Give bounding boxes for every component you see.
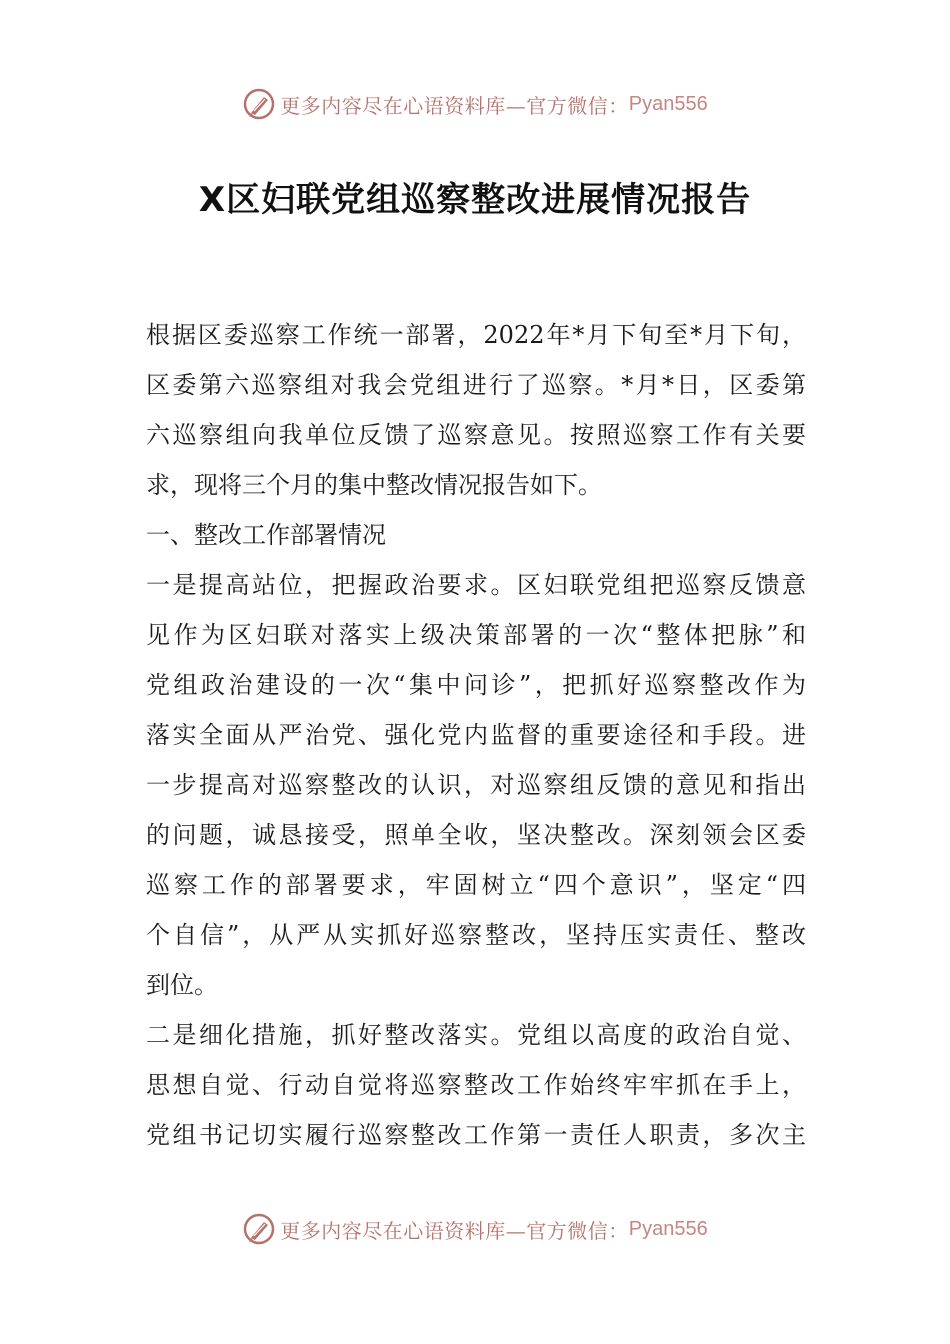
document-title: X区妇联党组巡察整改进展情况报告 [198, 180, 752, 220]
body-line: 党组政治建设的一次“集中问诊”，把抓好巡察整改作为 [146, 671, 806, 699]
body-line: 思想自觉、行动自觉将巡察整改工作始终牢牢抓在手上， [146, 1071, 806, 1099]
body-line: 求，现将三个月的集中整改情况报告如下。 [146, 471, 602, 499]
body-line: 巡察工作的部署要求，牢固树立“四个意识”，坚定“四 [146, 871, 806, 899]
watermark-text: 更多内容尽在心语资料库—官方微信： [280, 93, 629, 118]
section-heading: 一、整改工作部署情况 [146, 521, 386, 549]
watermark-contact: Pyan556 [628, 92, 708, 115]
watermark-text: 更多内容尽在心语资料库—官方微信： [280, 1218, 629, 1243]
pen-nib-logo-icon [242, 1212, 276, 1246]
body-line: 党组书记切实履行巡察整改工作第一责任人职责，多次主 [146, 1121, 806, 1149]
body-line: 一是提高站位，把握政治要求。区妇联党组把巡察反馈意 [146, 571, 806, 599]
pen-nib-logo-icon [242, 87, 276, 121]
watermark-banner-bottom [0, 1209, 950, 1249]
body-line: 的问题，诚恳接受，照单全收，坚决整改。深刻领会区委 [146, 821, 806, 849]
body-line: 个自信”，从严从实抓好巡察整改，坚持压实责任、整改 [146, 921, 806, 949]
body-line: 一步提高对巡察整改的认识，对巡察组反馈的意见和指出 [146, 771, 806, 799]
document-body [146, 310, 806, 1160]
body-line: 落实全面从严治党、强化党内监督的重要途径和手段。进 [146, 721, 806, 749]
watermark-banner-top [0, 84, 950, 124]
body-line: 到位。 [146, 971, 218, 999]
body-line: 见作为区妇联对落实上级决策部署的一次“整体把脉”和 [146, 621, 806, 649]
watermark-contact: Pyan556 [628, 1217, 708, 1240]
body-line: 根据区委巡察工作统一部署，2022年*月下旬至*月下旬， [146, 321, 806, 349]
body-line: 区委第六巡察组对我会党组进行了巡察。*月*日，区委第 [146, 371, 806, 399]
body-line: 二是细化措施，抓好整改落实。党组以高度的政治自觉、 [146, 1021, 806, 1049]
body-line: 六巡察组向我单位反馈了巡察意见。按照巡察工作有关要 [146, 421, 806, 449]
